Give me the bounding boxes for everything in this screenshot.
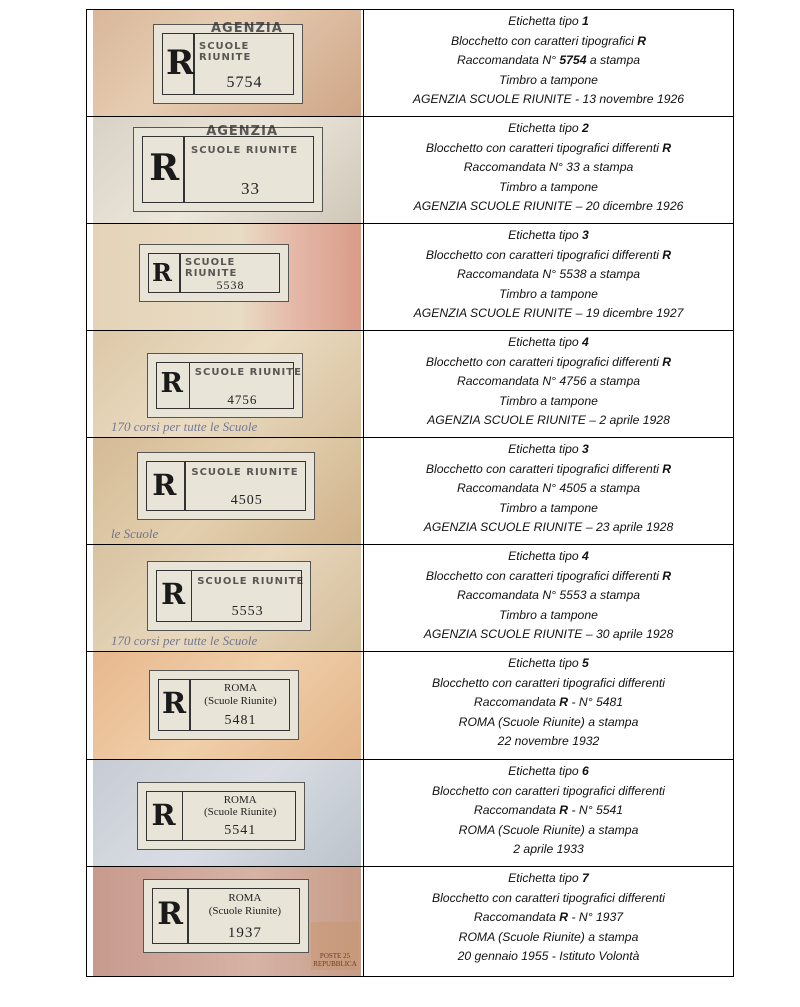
- stamp-image-cell: [93, 438, 361, 544]
- label-type-number: 4: [582, 335, 589, 349]
- registration-label: [137, 452, 315, 520]
- label-divider: [183, 136, 185, 203]
- booklet-text: Blocchetto con caratteri tipografici differenti: [425, 568, 663, 583]
- registration-label: [149, 670, 299, 740]
- label-type-prefix: Etichetta tipo: [508, 335, 583, 349]
- registered-number-line: [364, 158, 733, 178]
- label-divider: [191, 570, 193, 622]
- label-divider: [189, 362, 191, 409]
- label-divider: [179, 253, 181, 293]
- label-divider: [189, 679, 191, 731]
- stamp-method: Timbro a tampone: [499, 393, 598, 408]
- label-type-number: 1: [582, 14, 589, 28]
- label-type-number: 3: [582, 442, 589, 456]
- agency-date: AGENZIA SCUOLE RIUNITE – 20 dicembre 1926: [413, 199, 684, 214]
- stamp-image-cell: [93, 331, 361, 437]
- booklet-r-letter: R: [662, 140, 672, 155]
- registered-number: - N° 5541: [568, 803, 624, 818]
- registered-suffix: a stampa: [586, 53, 641, 68]
- label-type-prefix: Etichetta tipo: [508, 121, 583, 135]
- registered-text: Raccomandata N° 4505 a stampa: [456, 481, 641, 496]
- registered-letter-r: R: [152, 257, 172, 287]
- stamp-image-cell: [93, 224, 361, 330]
- stamp-method: Timbro a tampone: [499, 72, 598, 87]
- stamp-method: Timbro a tampone: [499, 179, 598, 194]
- registered-number-line: [364, 908, 733, 928]
- agency-overprint: SCUOLE RIUNITE: [199, 41, 252, 63]
- booklet-r-letter: R: [662, 568, 672, 583]
- registration-label: [137, 782, 305, 850]
- booklet-description: [364, 567, 733, 587]
- registration-number: 4505: [230, 493, 263, 509]
- label-description: [363, 331, 733, 437]
- registered-number-line: [364, 801, 733, 821]
- booklet-text: Blocchetto con caratteri tipografici differenti: [425, 354, 663, 369]
- registered-text: Raccomandata: [473, 803, 560, 818]
- label-type-prefix: Etichetta tipo: [508, 656, 583, 670]
- label-divider: [182, 791, 184, 841]
- booklet-description: [364, 139, 733, 159]
- booklet-description: [364, 460, 733, 480]
- agency-date: 22 novembre 1932: [497, 734, 600, 749]
- label-type: [364, 12, 733, 32]
- booklet-description: [364, 246, 733, 266]
- agency-overprint-top: AGENZIA: [211, 21, 283, 36]
- postage-stamp: POSTE 25 REPUBBLICA: [311, 922, 359, 970]
- registration-number: 5481: [224, 713, 257, 729]
- label-description: [363, 867, 733, 976]
- registered-letter-r: R: [151, 797, 176, 832]
- label-description: [363, 652, 733, 759]
- registration-label: [147, 353, 303, 418]
- stamp-image-cell: [93, 545, 361, 651]
- booklet-text: Blocchetto con caratteri tipografici differenti: [425, 461, 663, 476]
- agency-date: AGENZIA SCUOLE RIUNITE - 13 novembre 1926: [412, 92, 685, 107]
- registered-number-line: [364, 372, 733, 392]
- registered-r-letter: R: [559, 910, 569, 925]
- registered-number-line: [364, 693, 733, 713]
- label-description: [363, 760, 733, 866]
- label-city: ROMA: [223, 682, 257, 695]
- registration-label: [153, 21, 303, 104]
- label-type-number: 2: [582, 121, 589, 135]
- label-type-prefix: Etichetta tipo: [508, 442, 583, 456]
- agency-date: AGENZIA SCUOLE RIUNITE – 2 aprile 1928: [427, 413, 670, 428]
- label-institution: (Scuole Riunite): [204, 694, 277, 707]
- registration-label: [143, 879, 309, 953]
- table-row: [87, 331, 733, 438]
- label-type-number: 7: [582, 871, 589, 885]
- registration-label: [139, 244, 289, 302]
- stamp-method: Timbro a tampone: [499, 286, 598, 301]
- registered-number-line: [364, 265, 733, 285]
- registered-text: Raccomandata N° 33 a stampa: [463, 160, 634, 175]
- registration-label: [147, 561, 311, 631]
- label-description: [363, 545, 733, 651]
- booklet-text: Blocchetto con caratteri tipografici differenti: [425, 247, 663, 262]
- table-row: [87, 10, 733, 117]
- table-row: [87, 545, 733, 652]
- booklet-description: [364, 32, 733, 52]
- registration-number: 4756: [227, 391, 258, 407]
- registered-number-bold: 5754: [559, 53, 587, 68]
- label-city: ROMA: [223, 793, 257, 806]
- booklet-description: [364, 353, 733, 373]
- booklet-r-letter: R: [662, 247, 672, 262]
- booklet-description: [364, 674, 733, 694]
- table-row: [87, 760, 733, 867]
- label-type: [364, 654, 733, 674]
- label-description: [363, 224, 733, 330]
- table-row: [87, 224, 733, 331]
- label-type-prefix: Etichetta tipo: [508, 871, 583, 885]
- stamp-image-cell: [93, 652, 361, 759]
- table-row: [87, 867, 733, 976]
- label-type: [364, 333, 733, 353]
- envelope-print-text: 170 corsi per tutte le Scuole: [111, 419, 258, 434]
- agency-overprint: SCUOLE RIUNITE: [194, 367, 302, 378]
- registered-number-line: [364, 51, 733, 71]
- registered-letter-r: R: [160, 368, 183, 400]
- label-divider: [187, 888, 189, 944]
- agency-date: 2 aprile 1933: [513, 842, 584, 857]
- registered-text: Raccomandata N° 5538 a stampa: [456, 267, 641, 282]
- agency-overprint: SCUOLE RIUNITE: [185, 256, 238, 279]
- registered-letter-r: R: [161, 577, 186, 612]
- label-institution: (Scuole Riunite): [208, 905, 282, 918]
- agency-date: AGENZIA SCUOLE RIUNITE – 19 dicembre 1927: [413, 306, 684, 321]
- label-type: [364, 226, 733, 246]
- booklet-text: Blocchetto con caratteri tipografici differenti: [431, 890, 666, 905]
- registered-text: Raccomandata N°: [456, 53, 560, 68]
- registered-r-letter: R: [559, 803, 569, 818]
- label-description: [363, 438, 733, 544]
- agency-date: 20 gennaio 1955 - Istituto Volontà: [457, 949, 640, 964]
- label-type-prefix: Etichetta tipo: [508, 549, 583, 563]
- table-row: [87, 438, 733, 545]
- registered-number-line: [364, 479, 733, 499]
- booklet-text: Blocchetto con caratteri tipografici differenti: [431, 675, 666, 690]
- stamp-method: Timbro a tampone: [499, 607, 598, 622]
- label-type: [364, 869, 733, 889]
- stamp-image-cell: [93, 760, 361, 866]
- registration-number: 5541: [224, 823, 257, 839]
- registered-number: - N° 1937: [568, 910, 624, 925]
- label-type: [364, 440, 733, 460]
- registered-letter-r: R: [166, 42, 195, 83]
- label-description: [363, 117, 733, 223]
- label-description: [363, 10, 733, 116]
- booklet-text: Blocchetto con caratteri tipografici: [450, 33, 638, 48]
- label-type: [364, 547, 733, 567]
- agency-overprint: SCUOLE RIUNITE: [197, 576, 305, 587]
- booklet-text: Blocchetto con caratteri tipografici differenti: [431, 783, 666, 798]
- table-row: [87, 652, 733, 760]
- label-institution: (Scuole Riunite): [203, 806, 277, 819]
- label-type-number: 5: [582, 656, 589, 670]
- label-type-prefix: Etichetta tipo: [508, 14, 583, 28]
- agency-overprint: SCUOLE RIUNITE: [191, 466, 299, 478]
- registered-text: Raccomandata: [473, 910, 560, 925]
- booklet-r-letter: R: [662, 354, 672, 369]
- stamp-method: Timbro a tampone: [499, 500, 598, 515]
- label-divider: [184, 461, 186, 511]
- label-type-prefix: Etichetta tipo: [508, 228, 583, 242]
- stamp-image-cell: [93, 117, 361, 223]
- registered-number: - N° 5481: [568, 695, 624, 710]
- registration-label: [133, 124, 323, 212]
- registered-letter-r: R: [162, 686, 187, 721]
- stamp-method: ROMA (Scuole Riunite) a stampa: [458, 822, 639, 837]
- agency-date: AGENZIA SCUOLE RIUNITE – 23 aprile 1928: [423, 520, 674, 535]
- registration-number: 5754: [226, 73, 263, 91]
- registered-text: Raccomandata: [473, 695, 560, 710]
- stamp-method: ROMA (Scuole Riunite) a stampa: [458, 929, 639, 944]
- booklet-description: [364, 782, 733, 802]
- booklet-r-letter: R: [662, 461, 672, 476]
- booklet-text: Blocchetto con caratteri tipografici differenti: [425, 140, 663, 155]
- label-city: ROMA: [228, 891, 262, 904]
- registration-number: 33: [241, 179, 260, 199]
- agency-date: AGENZIA SCUOLE RIUNITE – 30 aprile 1928: [423, 627, 674, 642]
- stamp-method: ROMA (Scuole Riunite) a stampa: [458, 714, 639, 729]
- stamp-image-cell: [93, 867, 361, 976]
- label-type: [364, 119, 733, 139]
- table-row: [87, 117, 733, 224]
- booklet-description: [364, 889, 733, 909]
- registered-r-letter: R: [559, 695, 569, 710]
- label-type-number: 6: [582, 764, 589, 778]
- label-type-number: 4: [582, 549, 589, 563]
- registered-letter-r: R: [157, 896, 184, 933]
- booklet-r-letter: R: [637, 33, 647, 48]
- agency-overprint: SCUOLE RIUNITE: [191, 145, 299, 156]
- labels-table: [86, 9, 734, 977]
- registered-number-line: [364, 586, 733, 606]
- registered-letter-r: R: [152, 467, 177, 502]
- registered-text: Raccomandata N° 5553 a stampa: [456, 588, 641, 603]
- registration-number: 5553: [231, 604, 264, 620]
- registered-text: Raccomandata N° 4756 a stampa: [456, 374, 641, 389]
- stamp-image-cell: [93, 10, 361, 116]
- registration-number: 5538: [216, 277, 245, 292]
- agency-overprint-top: AGENZIA: [206, 124, 279, 139]
- registered-letter-r: R: [149, 146, 180, 189]
- registration-number: 1937: [227, 924, 262, 941]
- label-type-prefix: Etichetta tipo: [508, 764, 583, 778]
- envelope-print-text: 170 corsi per tutte le Scuole: [111, 633, 258, 648]
- label-type: [364, 762, 733, 782]
- envelope-print-text: le Scuole: [111, 526, 159, 541]
- label-type-number: 3: [582, 228, 589, 242]
